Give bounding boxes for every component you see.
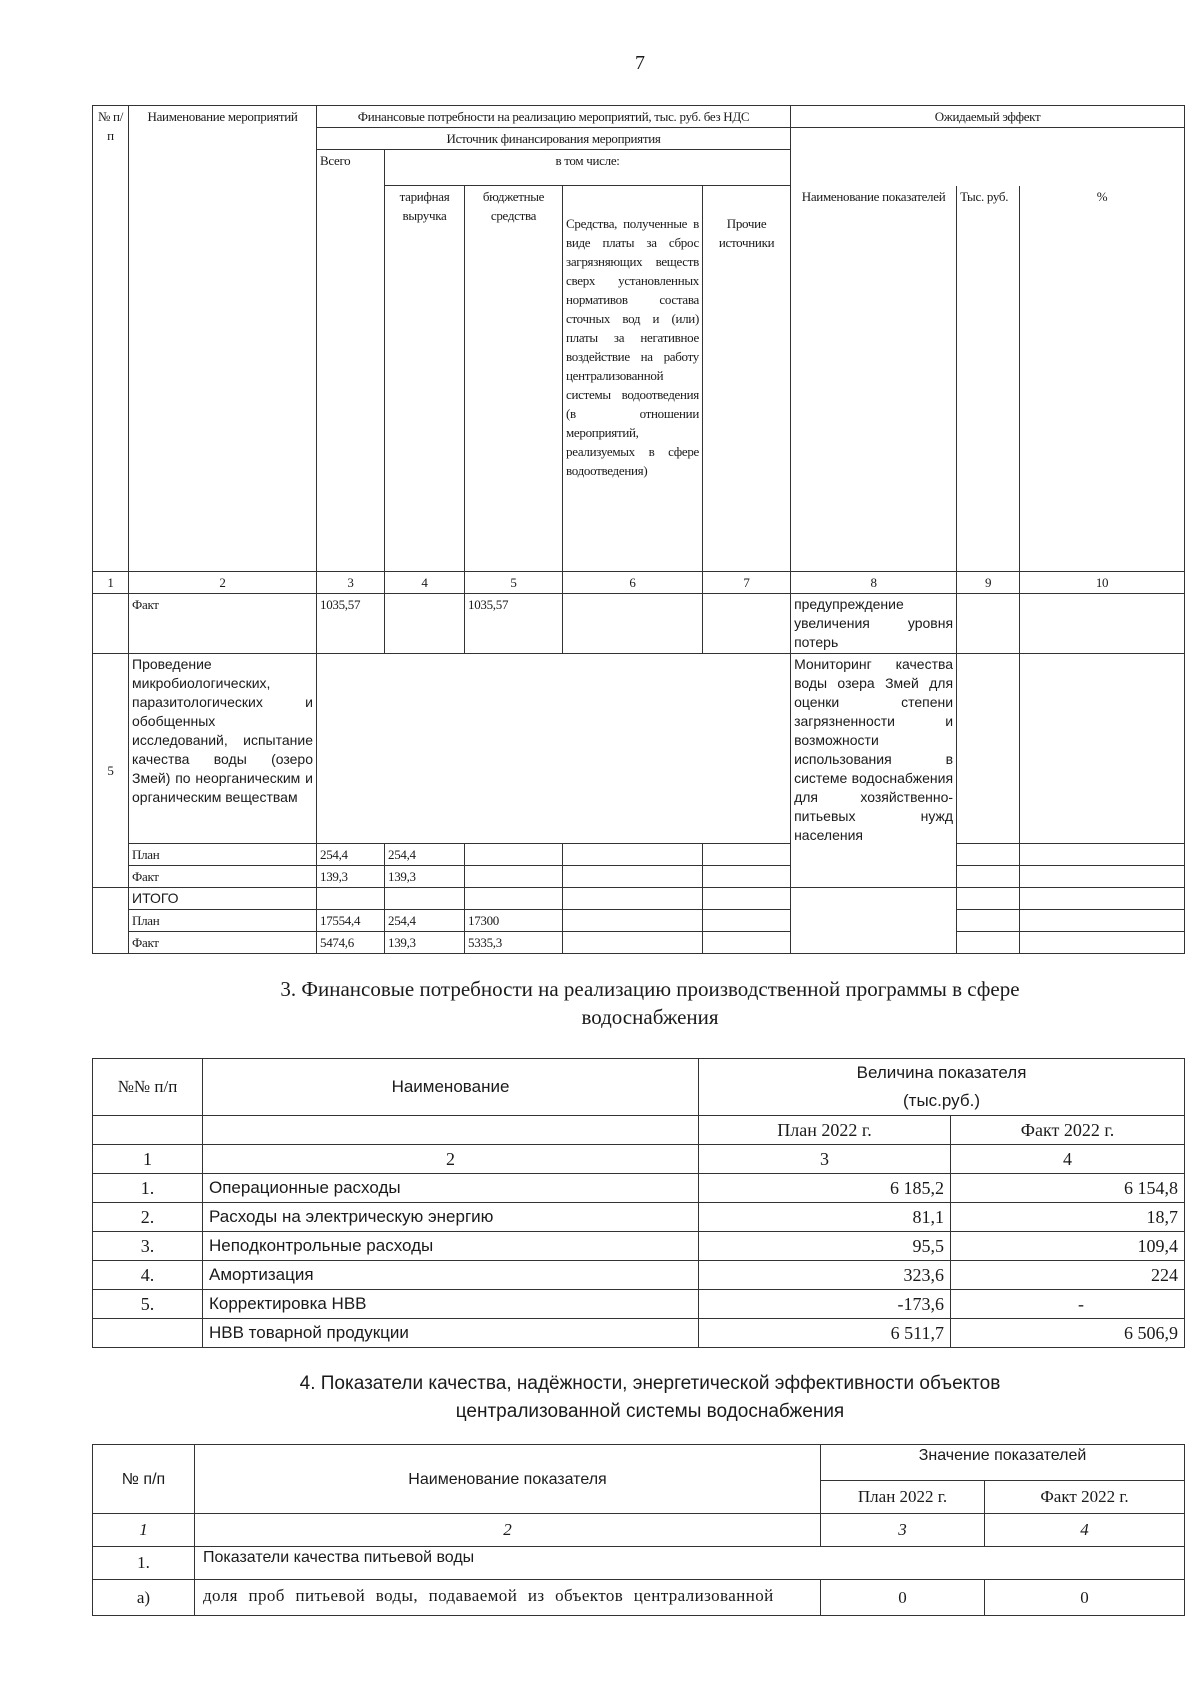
header-tariff: тарифная выручка (385, 186, 465, 572)
t2-header-plan: План 2022 г. (699, 1116, 951, 1145)
col-number: 1 (93, 1514, 195, 1547)
item5-num: 5 (93, 654, 129, 888)
row-fact: 0 (985, 1580, 1185, 1616)
row-name: доля проб питьевой воды, подаваемой из объектов централизованной (195, 1580, 821, 1616)
item5-name: Проведение микробиологических, паразитологических и обобщенных исследований, испытание качества воды (озеро Змей) по неорганическим и органическим веществам (129, 654, 317, 844)
item5-row (93, 654, 1185, 844)
header-finance: Финансовые потребности на реализацию мероприятий, тыс. руб. без НДС (317, 106, 791, 128)
item5-fact-tariff: 139,3 (385, 866, 465, 888)
col-number: 2 (195, 1514, 821, 1547)
prev-fact-total: 1035,57 (317, 594, 385, 654)
t2-header-unit: (тыс.руб.) (699, 1087, 1185, 1116)
col-number: 5 (465, 572, 563, 594)
row-plan: -173,6 (699, 1290, 951, 1319)
table-row (93, 1261, 1185, 1290)
total-plan-budget: 17300 (465, 910, 563, 932)
col-number: 6 (563, 572, 703, 594)
total-fact-budget: 5335,3 (465, 932, 563, 954)
row-num: а) (93, 1580, 195, 1616)
section3-title (150, 975, 1150, 1031)
row-plan: 81,1 (699, 1203, 951, 1232)
row-num: 2. (93, 1203, 203, 1232)
row-fact: 18,7 (951, 1203, 1185, 1232)
row-name: Расходы на электрическую энергию (203, 1203, 699, 1232)
row-num: 4. (93, 1261, 203, 1290)
row-plan: 95,5 (699, 1232, 951, 1261)
table-row (93, 1174, 1185, 1203)
row-fact: 6 154,8 (951, 1174, 1185, 1203)
row-plan: 323,6 (699, 1261, 951, 1290)
header-percent: % (1020, 186, 1185, 572)
page-number: 7 (635, 52, 645, 74)
total-fact-total: 5474,6 (317, 932, 385, 954)
item5-fact-total: 139,3 (317, 866, 385, 888)
item5-plan-total: 254,4 (317, 844, 385, 866)
row-fact: 6 506,9 (951, 1319, 1185, 1348)
finance-needs-table (92, 1058, 1185, 1348)
header-including: в том числе: (385, 150, 791, 186)
col-number: 3 (699, 1145, 951, 1174)
col-number: 8 (791, 572, 957, 594)
header-fees: Средства, полученные в виде платы за сброс загрязняющих веществ сверх установленных нормативов состава сточных вод и (или) платы за негативное воздействие на работу централизованной системы водоотведения (в отношении мероприятий, реализуемых в сфере водоотведения) (563, 186, 703, 572)
table-row (93, 1290, 1185, 1319)
table-row (93, 1580, 1185, 1616)
header-name: Наименование мероприятий (129, 106, 317, 572)
col-number: 1 (93, 572, 129, 594)
t3-header-num: № п/п (93, 1445, 195, 1514)
col-number: 7 (703, 572, 791, 594)
row-fact: 224 (951, 1261, 1185, 1290)
item5-plan-row (93, 844, 1185, 866)
row-name: Операционные расходы (203, 1174, 699, 1203)
header-indicator-name: Наименование показателей (791, 186, 957, 572)
t3-col-number-row (93, 1514, 1185, 1547)
t3-header-plan: План 2022 г. (821, 1481, 985, 1514)
row-name: Амортизация (203, 1261, 699, 1290)
row-name: Показатели качества питьевой воды (195, 1547, 1185, 1580)
item5-plan-label: План (129, 844, 317, 866)
row-num: 3. (93, 1232, 203, 1261)
row-fact: - (951, 1290, 1185, 1319)
prev-fact-label: Факт (129, 594, 317, 654)
row-num: 1. (93, 1547, 195, 1580)
header-other: Прочие источники (703, 186, 791, 572)
header-source: Источник финансирования мероприятия (317, 128, 791, 150)
total-fact-tariff: 139,3 (385, 932, 465, 954)
table-row (93, 1319, 1185, 1348)
prev-fact-row (93, 594, 1185, 654)
col-number: 3 (821, 1514, 985, 1547)
col-number: 2 (129, 572, 317, 594)
header-effect: Ожидаемый эффект (791, 106, 1185, 128)
prev-fact-budget: 1035,57 (465, 594, 563, 654)
t2-header-name: Наименование (203, 1059, 699, 1116)
total-plan-label: План (129, 910, 317, 932)
t2-col-number-row (93, 1145, 1185, 1174)
t2-header-fact: Факт 2022 г. (951, 1116, 1185, 1145)
item5-effect: Мониторинг качества воды озера Змей для оценки степени загрязненности и возможности использования в системе водоснабжения для хозяйственно-питьевых нужд населения (791, 654, 957, 888)
table-row (93, 1547, 1185, 1580)
t3-header-value: Значение показателей (821, 1445, 1185, 1481)
section3-title-line2: водоснабжения (581, 1005, 719, 1029)
t2-header-value: Величина показателя (699, 1059, 1185, 1088)
row-plan: 6 511,7 (699, 1319, 951, 1348)
item5-fact-row (93, 866, 1185, 888)
header-num: № п/п (93, 106, 129, 572)
row-num: 1. (93, 1174, 203, 1203)
total-plan-row (93, 910, 1185, 932)
col-number: 9 (957, 572, 1020, 594)
row-num: 5. (93, 1290, 203, 1319)
section4-title-line2: централизованной системы водоснабжения (455, 1401, 845, 1422)
col-number: 3 (317, 572, 385, 594)
column-number-row (93, 572, 1185, 594)
row-fact: 109,4 (951, 1232, 1185, 1261)
item5-fact-label: Факт (129, 866, 317, 888)
table-row (93, 1203, 1185, 1232)
row-name: НВВ товарной продукции (203, 1319, 699, 1348)
total-plan-tariff: 254,4 (385, 910, 465, 932)
t2-header-num: №№ п/п (93, 1059, 203, 1116)
section3-title-line1: 3. Финансовые потребности на реализацию производственной программы в сфере (280, 977, 1020, 1001)
item5-plan-tariff: 254,4 (385, 844, 465, 866)
total-label: ИТОГО (129, 888, 317, 910)
row-plan: 6 185,2 (699, 1174, 951, 1203)
table-row (93, 1232, 1185, 1261)
header-thous-rub: Тыс. руб. (957, 186, 1020, 572)
total-row (93, 888, 1185, 910)
prev-fact-effect: предупреждение увеличения уровня потерь (791, 594, 957, 654)
row-num (93, 1319, 203, 1348)
col-number: 4 (385, 572, 465, 594)
row-name: Неподконтрольные расходы (203, 1232, 699, 1261)
row-plan: 0 (821, 1580, 985, 1616)
header-total: Всего (317, 150, 385, 572)
col-number: 4 (951, 1145, 1185, 1174)
section4-title (150, 1370, 1150, 1426)
total-plan-total: 17554,4 (317, 910, 385, 932)
col-number: 4 (985, 1514, 1185, 1547)
total-fact-row (93, 932, 1185, 954)
section4-title-line1: 4. Показатели качества, надёжности, энергетической эффективности объектов (299, 1373, 1001, 1394)
t3-header-name: Наименование показателя (195, 1445, 821, 1514)
activities-table (92, 105, 1185, 954)
quality-indicators-table (92, 1444, 1185, 1616)
col-number: 1 (93, 1145, 203, 1174)
t3-header-fact: Факт 2022 г. (985, 1481, 1185, 1514)
col-number: 2 (203, 1145, 699, 1174)
col-number: 10 (1020, 572, 1185, 594)
header-budget: бюджетные средства (465, 186, 563, 572)
row-name: Корректировка НВВ (203, 1290, 699, 1319)
total-fact-label: Факт (129, 932, 317, 954)
